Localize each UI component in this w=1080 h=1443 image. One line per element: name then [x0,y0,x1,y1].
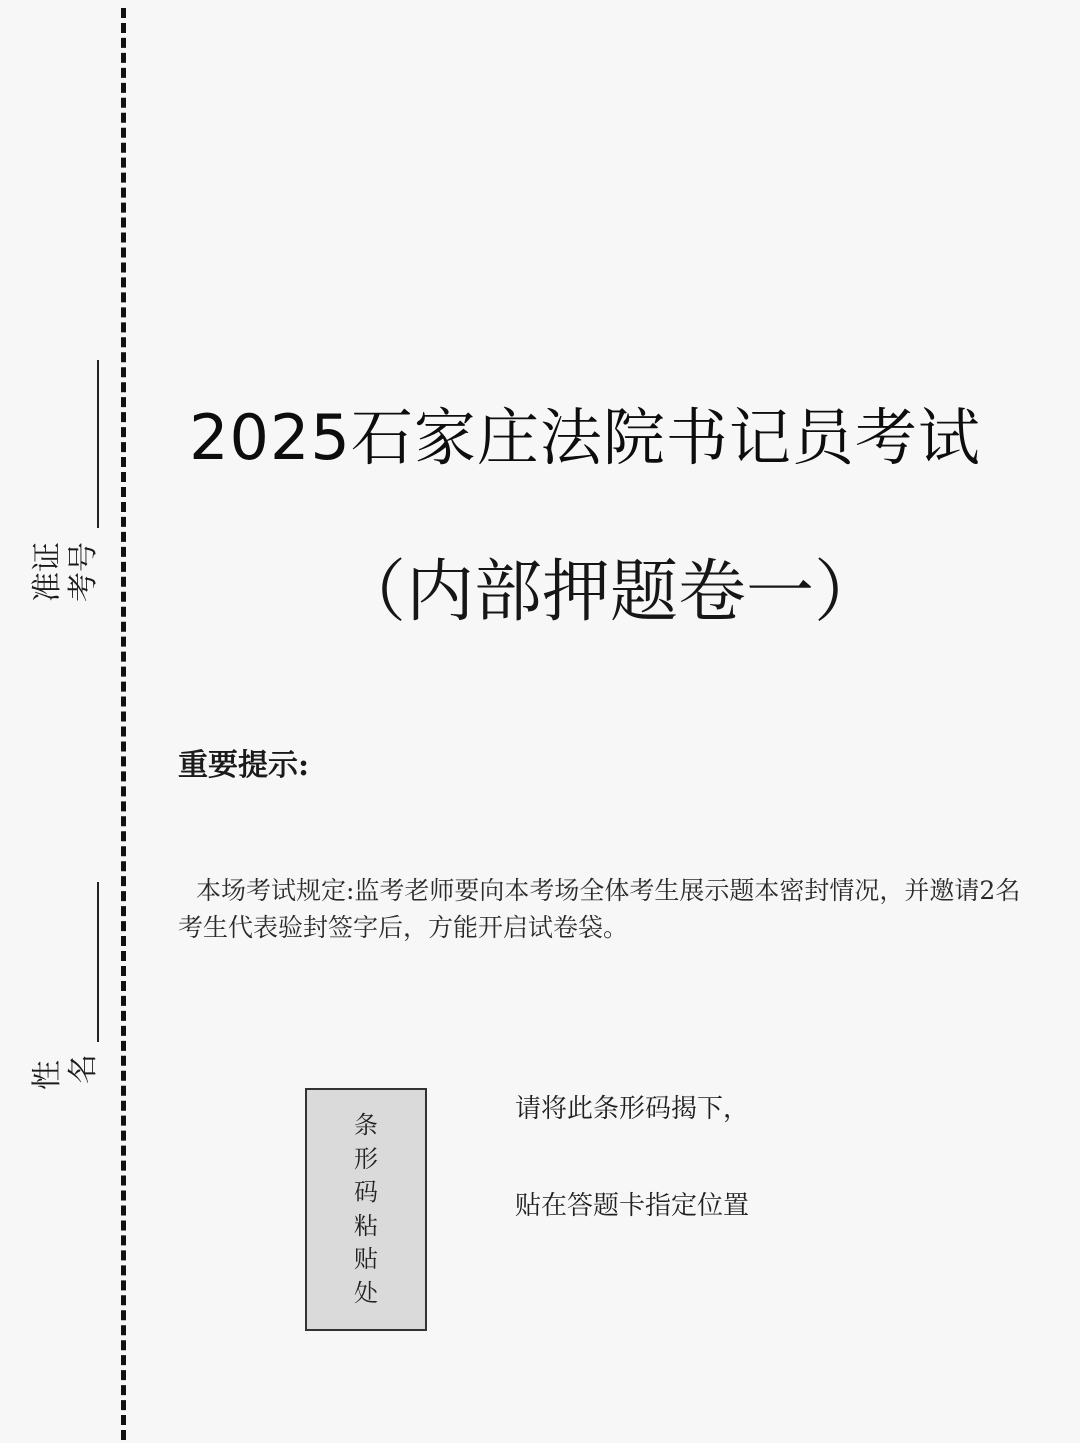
barcode-instruction-line1: 请将此条形码揭下， [515,1094,750,1124]
barcode-char: 条 [354,1111,378,1139]
exam-subtitle: （内部押题卷一） [337,553,882,632]
exam-title: 2025石家庄法院书记员考试 [189,401,981,474]
barcode-char: 粘 [354,1211,378,1240]
barcode-instruction-line2: 贴在答题卡指定位置 [515,1191,750,1221]
barcode-sticker-area [305,1088,427,1331]
barcode-char: 处 [354,1278,378,1307]
admission-number-label: 准证 考号 [30,542,101,602]
notice-body: 本场考试规定:监考老师要向本考场全体考生展示题本密封情况，并邀请2名考生代表验封签字后，方能开启试卷袋。 [178,876,1021,942]
name-label: 性 名 [30,1054,101,1090]
name-blank[interactable] [97,882,99,1042]
barcode-char: 形 [354,1144,378,1173]
notice-heading: 重要提示: [178,748,310,783]
seal-dashed-line [121,8,126,1440]
barcode-char: 贴 [354,1245,378,1273]
barcode-char: 码 [354,1178,378,1206]
